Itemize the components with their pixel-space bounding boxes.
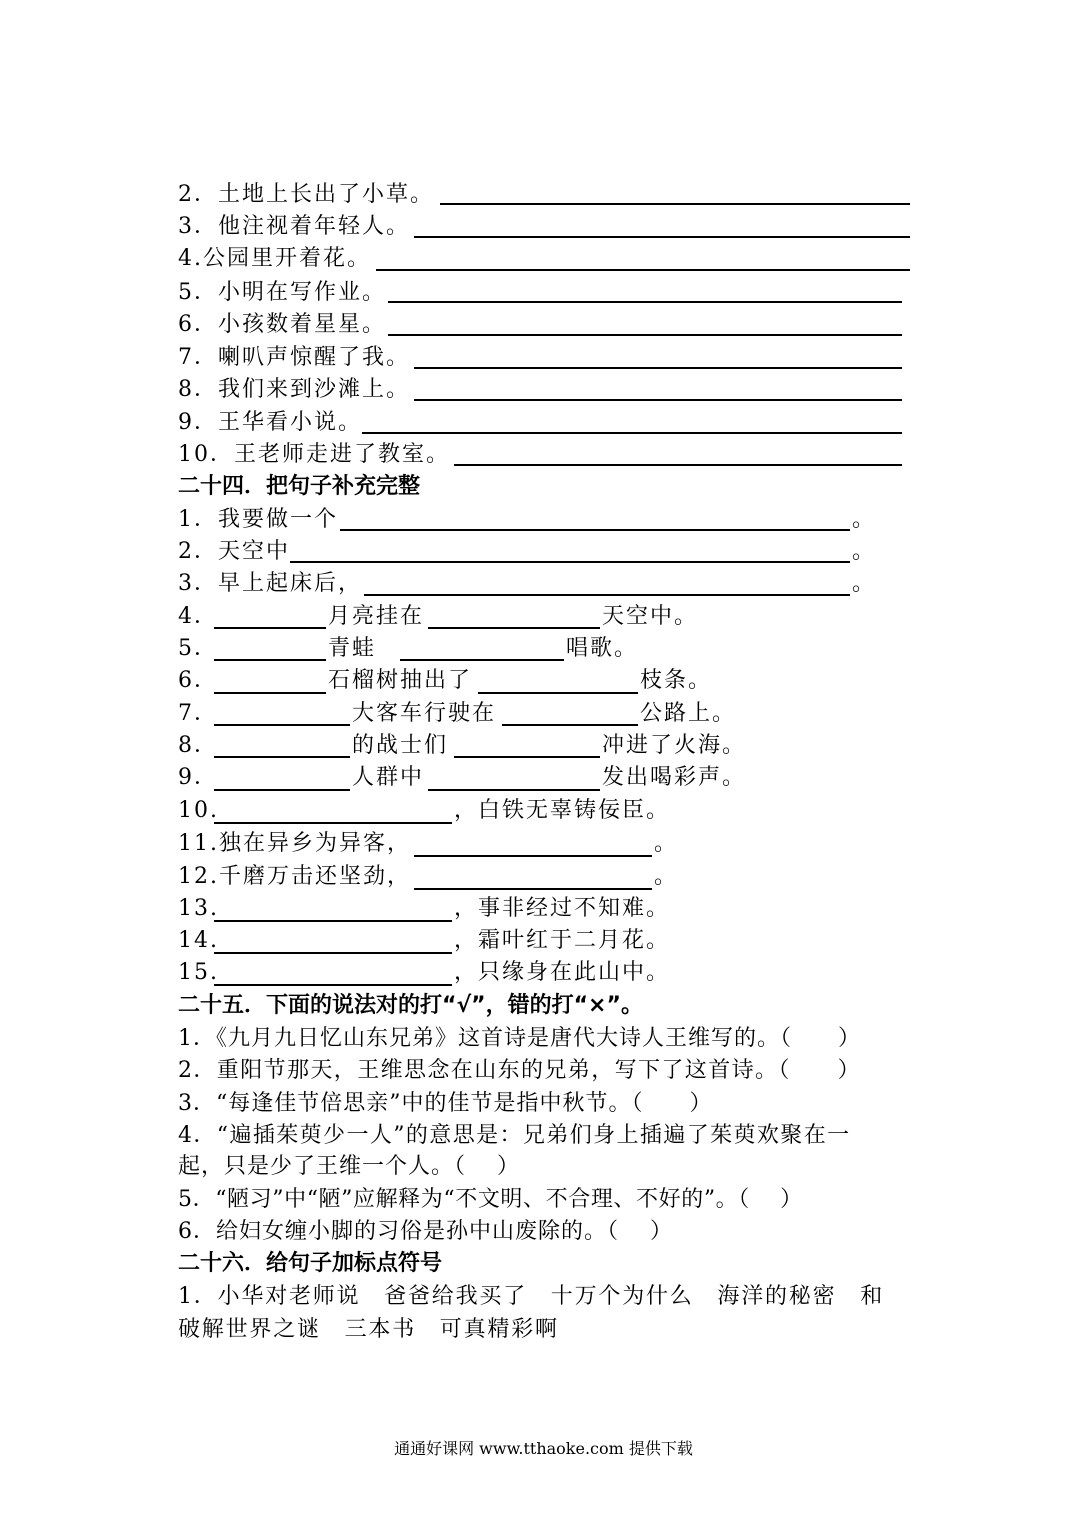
sentence: 3．他注视着年轻人。: [178, 214, 411, 239]
answer-blank[interactable]: [214, 659, 326, 661]
answer-blank[interactable]: [388, 301, 902, 303]
item-number: 10.: [178, 798, 219, 823]
answer-blank[interactable]: [454, 756, 600, 758]
sentence-prefix: 1．我要做一个: [178, 507, 339, 532]
answer-blank[interactable]: [214, 789, 350, 791]
answer-blank[interactable]: [454, 464, 902, 466]
sentence-end: 。: [852, 507, 877, 532]
item-number: 6．: [178, 668, 218, 693]
sentence-end: ，白铁无辜铸佞臣。: [454, 798, 671, 823]
answer-blank[interactable]: [478, 692, 638, 694]
judgement-item: 1．《九月九日忆山东兄弟》这首诗是唐代大诗人王维写的。（ ）: [178, 1026, 861, 1051]
answer-blank[interactable]: [364, 594, 850, 596]
item-number: 5．: [178, 636, 218, 661]
punctuation-item: 1．小华对老师说 爸爸给我买了 十万个为什么 海洋的秘密 和: [178, 1284, 884, 1309]
judgement-item: 6．给妇女缠小脚的习俗是孙中山废除的。（ ）: [178, 1219, 673, 1244]
sentence-middle: 青蛙: [328, 636, 377, 661]
answer-blank[interactable]: [414, 855, 652, 857]
item-number: 4．: [178, 604, 218, 629]
sentence-middle: 月亮挂在: [328, 604, 425, 629]
sentence-end: 枝条。: [640, 668, 713, 693]
answer-blank[interactable]: [214, 756, 350, 758]
item-number: 7．: [178, 701, 218, 726]
answer-blank[interactable]: [388, 334, 902, 336]
answer-blank[interactable]: [502, 724, 638, 726]
sentence-end: ，只缘身在此山中。: [454, 960, 671, 985]
sentence-end: 。: [852, 571, 877, 596]
sentence-end: 唱歌。: [566, 636, 639, 661]
punctuation-item-cont: 破解世界之谜 三本书 可真精彩啊: [178, 1317, 559, 1342]
answer-blank[interactable]: [428, 789, 600, 791]
judgement-item-cont: 起，只是少了王维一个人。（ ）: [178, 1154, 520, 1179]
sentence: 10．王老师走进了教室。: [178, 442, 451, 467]
answer-blank[interactable]: [214, 724, 350, 726]
sentence-end: 天空中。: [602, 604, 699, 629]
sentence-end: 。: [654, 864, 679, 889]
judgement-item: 2．重阳节那天，王维思念在山东的兄弟，写下了这首诗。（ ）: [178, 1058, 861, 1083]
sentence-middle: 石榴树抽出了: [328, 668, 473, 693]
item-number: 14.: [178, 928, 219, 953]
section-24-heading: 二十四．把句子补充完整: [178, 474, 421, 499]
sentence-middle: 人群中: [352, 765, 425, 790]
sentence-end: 公路上。: [640, 701, 737, 726]
sentence-prefix: 3．早上起床后，: [178, 571, 363, 596]
item-number: 13.: [178, 896, 219, 921]
item-number: 8．: [178, 733, 218, 758]
sentence: 4.公园里开着花。: [178, 246, 372, 271]
answer-blank[interactable]: [214, 627, 326, 629]
sentence-end: 冲进了火海。: [602, 733, 747, 758]
answer-blank[interactable]: [290, 561, 850, 563]
sentence: 5．小明在写作业。: [178, 280, 387, 305]
answer-blank[interactable]: [414, 236, 910, 238]
answer-blank[interactable]: [414, 399, 902, 401]
judgement-item: 3．“每逢佳节倍思亲”中的佳节是指中秋节。（ ）: [178, 1091, 713, 1116]
judgement-item: 4．“遍插茱萸少一人”的意思是：兄弟们身上插遍了茱萸欢聚在一: [178, 1123, 851, 1148]
sentence-end: 发出喝彩声。: [602, 765, 747, 790]
sentence-end: 。: [654, 831, 679, 856]
answer-blank[interactable]: [214, 952, 452, 954]
answer-blank[interactable]: [440, 203, 910, 205]
answer-blank[interactable]: [414, 367, 902, 369]
sentence: 8．我们来到沙滩上。: [178, 377, 411, 402]
sentence-middle: 大客车行驶在: [352, 701, 497, 726]
sentence: 2．土地上长出了小草。: [178, 182, 435, 207]
answer-blank[interactable]: [214, 692, 326, 694]
answer-blank[interactable]: [214, 822, 452, 824]
sentence-prefix: 12.千磨万击还坚劲，: [178, 864, 412, 889]
sentence-end: ，霜叶红于二月花。: [454, 928, 671, 953]
answer-blank[interactable]: [400, 659, 564, 661]
answer-blank[interactable]: [428, 627, 600, 629]
sentence: 6．小孩数着星星。: [178, 312, 387, 337]
answer-blank[interactable]: [376, 269, 910, 271]
sentence: 9．王华看小说。: [178, 410, 363, 435]
answer-blank[interactable]: [340, 529, 850, 531]
sentence: 7．喇叭声惊醒了我。: [178, 345, 411, 370]
item-number: 15.: [178, 960, 219, 985]
judgement-item: 5．“陋习”中“陋”应解释为“不文明、不合理、不好的”。（ ）: [178, 1187, 803, 1212]
page-footer: 通通好课网 www.tthaoke.com 提供下载: [394, 1439, 693, 1458]
item-number: 9．: [178, 765, 218, 790]
section-25-heading: 二十五．下面的说法对的打“√”，错的打“×”。: [178, 993, 643, 1018]
sentence-middle: 的战士们: [352, 733, 449, 758]
sentence-prefix: 2．天空中: [178, 539, 291, 564]
sentence-end: ，事非经过不知难。: [454, 896, 671, 921]
sentence-end: 。: [852, 539, 877, 564]
answer-blank[interactable]: [362, 432, 902, 434]
section-26-heading: 二十六．给句子加标点符号: [178, 1251, 443, 1276]
sentence-prefix: 11.独在异乡为异客，: [178, 831, 412, 856]
answer-blank[interactable]: [214, 984, 452, 986]
answer-blank[interactable]: [214, 920, 452, 922]
answer-blank[interactable]: [414, 888, 652, 890]
